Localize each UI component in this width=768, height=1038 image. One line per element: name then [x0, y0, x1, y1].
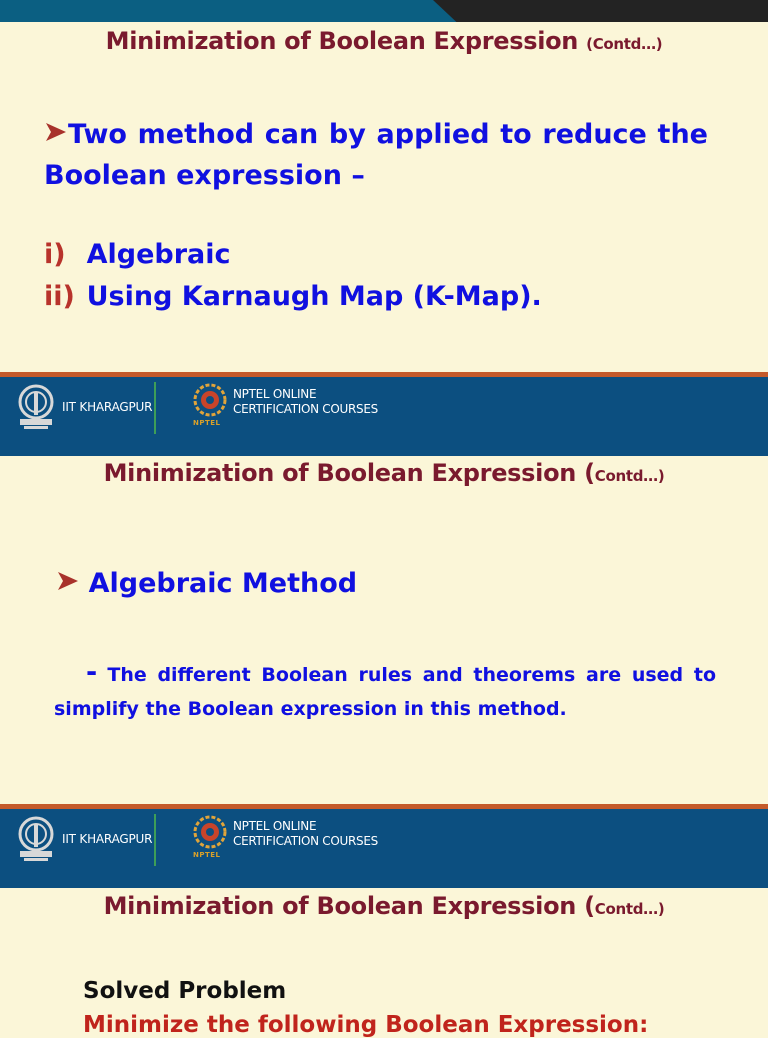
- iit-kharagpur-emblem-icon: [16, 815, 56, 863]
- slide-1-bullet-text1: Two method can by applied to reduce the: [68, 119, 708, 150]
- slide-3: [0, 888, 768, 1038]
- footer-divider: [154, 814, 156, 866]
- footer-nptel-line2: CERTIFICATION COURSES: [233, 834, 378, 848]
- footer-nptel-line2: CERTIFICATION COURSES: [233, 402, 378, 416]
- list-item: [44, 234, 542, 276]
- footer-nptel-line1: NPTEL ONLINE: [233, 819, 317, 833]
- list-item-number: ii): [44, 281, 75, 312]
- footer-bar-1: [0, 372, 768, 456]
- top-strip: [0, 0, 768, 22]
- footer-nptel-small: NPTEL: [193, 419, 221, 427]
- slide-3-title: [0, 892, 768, 920]
- slide-1-bullet: [44, 114, 708, 196]
- slide-1: [0, 0, 768, 372]
- top-strip-dark: [433, 0, 768, 22]
- slide-1-title-main: Minimization of Boolean Expression: [105, 27, 579, 55]
- slide-3-title-suffix: Contd…): [594, 900, 665, 918]
- slide-3-partial-line: Minimize the following Boolean Expression:: [83, 1012, 649, 1038]
- footer-rule: [0, 804, 768, 809]
- slide-2-title-suffix: Contd…): [594, 467, 665, 485]
- slide-2-title: [0, 459, 768, 487]
- list-item-number: i): [44, 239, 66, 270]
- footer-rule: [0, 372, 768, 377]
- arrow-bullet-icon: [56, 568, 80, 599]
- arrow-bullet-icon: [44, 114, 68, 155]
- nptel-gear-icon: [192, 814, 228, 850]
- slide-3-heading: Solved Problem: [83, 978, 287, 1004]
- slide-1-bullet-line1: [44, 114, 708, 155]
- list-item-text: Using Karnaugh Map (K-Map).: [86, 281, 542, 312]
- slide-2-body-line1: [54, 656, 716, 692]
- slide-2: [0, 456, 768, 800]
- list-item: [44, 276, 542, 318]
- footer-iit-label: IIT KHARAGPUR: [62, 832, 153, 846]
- slide-2-body: [54, 656, 716, 726]
- slide-1-bullet-line2: Boolean expression –: [44, 160, 365, 191]
- footer-nptel-line1: NPTEL ONLINE: [233, 387, 317, 401]
- slide-2-dash: -: [86, 657, 98, 688]
- slide-2-body-text1: The different Boolean rules and theorems are used to: [107, 664, 716, 686]
- list-item-text: Algebraic: [86, 239, 231, 270]
- slide-2-body-line2: simplify the Boolean expression in this method.: [54, 698, 567, 720]
- iit-kharagpur-emblem-icon: [16, 383, 56, 431]
- slide-1-title: [0, 27, 768, 55]
- slide-3-title-main: Minimization of Boolean Expression (: [103, 892, 595, 920]
- footer-iit-label: IIT KHARAGPUR: [62, 400, 153, 414]
- slide-2-heading-text: Algebraic Method: [88, 568, 358, 599]
- slide-1-title-suffix: (Contd…): [586, 35, 663, 53]
- footer-bar-2: [0, 804, 768, 888]
- nptel-gear-icon: [192, 382, 228, 418]
- slide-2-heading: [56, 568, 357, 599]
- footer-divider: [154, 382, 156, 434]
- slide-1-list: [44, 234, 542, 318]
- footer-nptel-small: NPTEL: [193, 851, 221, 859]
- slide-2-title-main: Minimization of Boolean Expression (: [103, 459, 595, 487]
